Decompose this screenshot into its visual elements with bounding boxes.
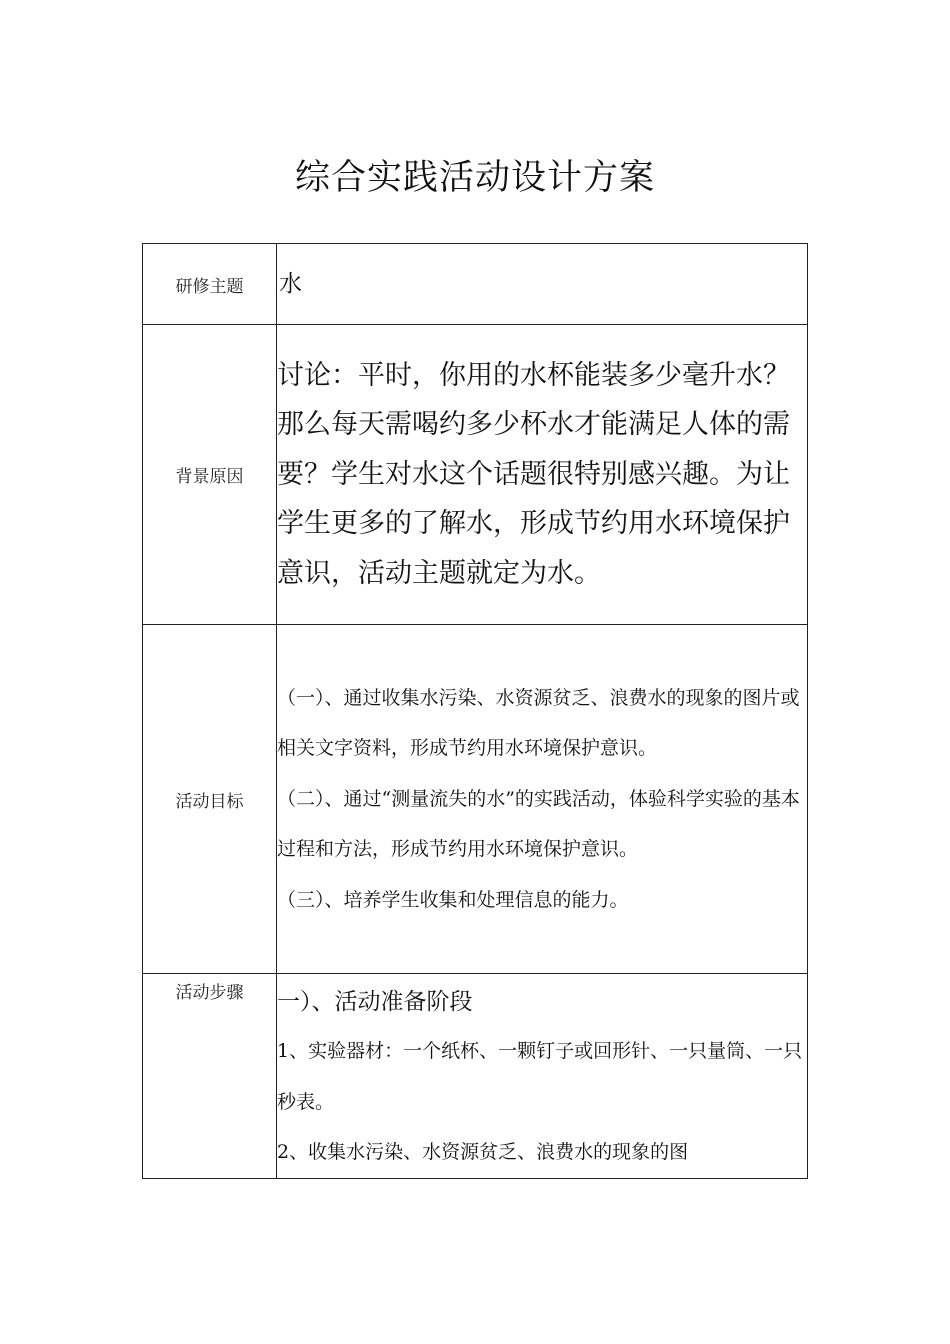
- table-row-background: [143, 325, 808, 625]
- topic-cell: [277, 244, 808, 325]
- goals-list: [277, 673, 807, 926]
- goal-item: （一）、通过收集水污染、水资源贫乏、浪费水的现象的图片或相关文字资料，形成节约用水环境保护意识。: [277, 686, 800, 760]
- steps-heading: 一）、活动准备阶段: [277, 989, 473, 1015]
- step-item: 1、实验器材：一个纸杯、一颗钉子或回形针、一只量筒、一只秒表。: [277, 1040, 803, 1113]
- label-topic: 研修主题: [143, 244, 277, 325]
- goal-item: （二）、通过“测量流失的水”的实践活动，体验科学实验的基本过程和方法，形成节约用水环境保护意识。: [277, 787, 800, 861]
- background-text: 讨论：平时，你用的水杯能装多少毫升水？那么每天需喝约多少杯水才能满足人体的需要？学生对水这个话题很特别感兴趣。为让学生更多的了解水，形成节约用水环境保护意识，活动主题就定为水。: [277, 359, 790, 589]
- step-item: 2、收集水污染、水资源贫乏、浪费水的现象的图: [277, 1141, 689, 1163]
- label-goals: 活动目标: [143, 625, 277, 974]
- goal-item: （三）、培养学生收集和处理信息的能力。: [277, 888, 629, 911]
- background-cell: [277, 325, 808, 625]
- topic-value: 水: [279, 271, 302, 297]
- table-row-goals: [143, 625, 808, 974]
- label-steps: 活动步骤: [143, 974, 277, 1179]
- label-background: 背景原因: [143, 325, 277, 625]
- goals-cell: [277, 625, 808, 974]
- table-row-topic: [143, 244, 808, 325]
- steps-cell: [277, 974, 808, 1179]
- table-row-steps: [143, 974, 808, 1179]
- steps-list: [277, 974, 807, 1178]
- page-title: 综合实践活动设计方案: [294, 158, 655, 198]
- plan-table: [142, 243, 808, 1179]
